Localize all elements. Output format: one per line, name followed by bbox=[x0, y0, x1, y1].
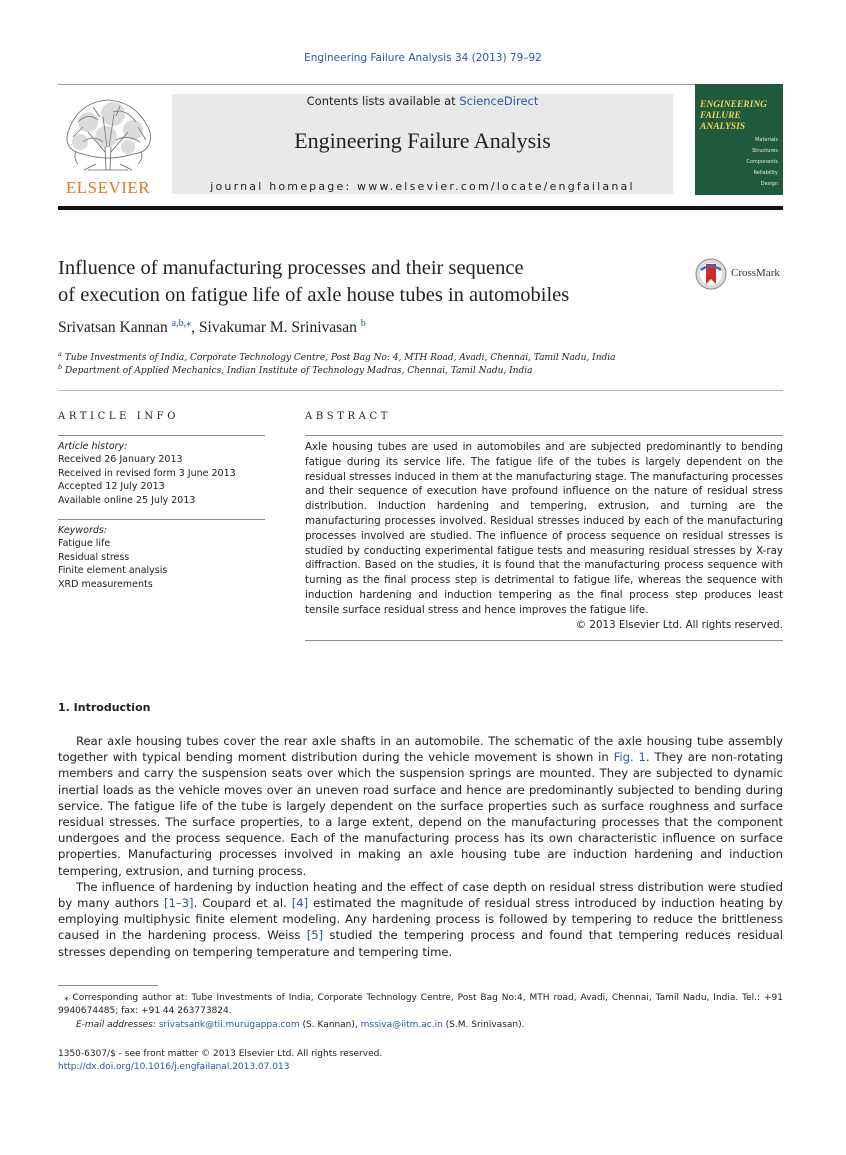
paper-title bbox=[58, 255, 688, 309]
doi-link[interactable]: http://dx.doi.org/10.1016/j.engfailanal.2013.07.013 bbox=[58, 1062, 290, 1072]
intro-body bbox=[58, 733, 783, 960]
corresponding-author-note bbox=[58, 992, 783, 1018]
article-info-heading: ARTICLE INFO bbox=[58, 411, 180, 422]
contents-prefix: Contents lists available at bbox=[306, 94, 460, 108]
cover-title-line: ANALYSIS bbox=[700, 122, 746, 132]
abstract-copyright: © 2013 Elsevier Ltd. All rights reserved. bbox=[575, 619, 783, 631]
citation-link[interactable]: [1–3] bbox=[163, 896, 194, 911]
history-heading: Article history: bbox=[58, 441, 128, 452]
cover-subject: Components bbox=[746, 159, 778, 165]
info-rule bbox=[58, 435, 265, 436]
keyword-item: XRD measurements bbox=[58, 578, 153, 590]
affiliation-text: Department of Applied Mechanics, Indian Institute of Technology Madras, Chennai, Tamil Nadu, India bbox=[65, 366, 533, 376]
figure-link[interactable]: Fig. 1 bbox=[613, 750, 646, 765]
journal-homepage[interactable]: journal homepage: www.elsevier.com/locate/engfailanal bbox=[210, 180, 635, 193]
corresponding-text: Corresponding author at: Tube Investments of India, Corporate Technology Centre, Post Bag No:4, MTH road, Avadi, Chennai, Tamil Nadu, India. Tel.: +91 9940674485; fax: +91 44 263773824. bbox=[58, 993, 783, 1016]
email-link[interactable]: mssiva@iitm.ac.in bbox=[360, 1020, 443, 1030]
keyword-item: Fatigue life bbox=[58, 538, 111, 550]
journal-title: Engineering Failure Analysis bbox=[294, 128, 551, 153]
history-item: Accepted 12 July 2013 bbox=[58, 481, 165, 493]
bottom-meta bbox=[58, 1048, 382, 1074]
cover-title-line: FAILURE bbox=[700, 111, 741, 121]
info-rule bbox=[58, 519, 265, 520]
issn-line: 1350-6307/$ - see front matter © 2013 Elsevier Ltd. All rights reserved. bbox=[58, 1049, 383, 1059]
footnote-star: ⁎ bbox=[64, 993, 69, 1003]
paragraph: The influence of hardening by induction heating and the effect of case depth on residual stress distribution were studied by many authors [1–3]. Coupard et al. [4] estimated the magnitude of residual stress introduced by induction heating by employing multiphysic finite element modeling. Any hardening process is followed by tempering to reduce the brittleness caused in the hardening process. Weiss [5] studied the tempering process and found that tempering reduces residual stresses depending on tempering temperature and tempering time. bbox=[58, 879, 784, 959]
cover-title bbox=[700, 100, 780, 133]
sciencedirect-link[interactable]: ScienceDirect bbox=[459, 94, 539, 108]
crossmark-badge[interactable] bbox=[695, 258, 785, 290]
citation-link[interactable]: [4] bbox=[291, 896, 309, 911]
author-name[interactable]: Sivakumar M. Srinivasan bbox=[198, 319, 357, 337]
email-note: E-mail addresses: srivatsank@tii.murugappa.com (S. Kannan), mssiva@iitm.ac.in (S.M. Srinivasan). bbox=[76, 1020, 525, 1030]
paper-title-line: of execution on fatigue life of axle house tubes in automobiles bbox=[58, 284, 570, 306]
keywords bbox=[58, 524, 167, 591]
author-separator: , bbox=[191, 319, 199, 337]
abstract-heading: ABSTRACT bbox=[305, 411, 391, 422]
footnote-rule bbox=[58, 985, 158, 986]
keywords-heading: Keywords: bbox=[58, 525, 108, 536]
history-item: Received 26 January 2013 bbox=[58, 454, 183, 466]
contents-line bbox=[172, 94, 673, 108]
history-item: Available online 25 July 2013 bbox=[58, 494, 196, 506]
keyword-item: Residual stress bbox=[58, 551, 130, 563]
article-history bbox=[58, 440, 236, 507]
paper-title-line: Influence of manufacturing processes and their sequence bbox=[58, 257, 524, 279]
header-thick-rule bbox=[58, 206, 783, 210]
publisher-wordmark: ELSEVIER bbox=[65, 178, 151, 197]
crossmark-icon bbox=[695, 258, 727, 290]
history-item: Received in revised form 3 June 2013 bbox=[58, 467, 236, 479]
cover-title-line: ENGINEERING bbox=[700, 100, 768, 110]
affiliation-mark: a bbox=[58, 350, 62, 358]
abstract-rule bbox=[305, 435, 783, 436]
author-name[interactable]: Srivatsan Kannan bbox=[58, 319, 168, 337]
cover-subject: Structures bbox=[752, 148, 778, 154]
affiliation bbox=[58, 363, 533, 376]
cover-subject: Reliability bbox=[753, 170, 778, 176]
affiliation-text: Tube Investments of India, Corporate Technology Centre, Post Bag No: 4, MTH Road, Avadi, Chennai, Tamil Nadu, India bbox=[64, 353, 616, 363]
affiliation-mark: b bbox=[58, 363, 63, 371]
citation-link[interactable]: [5] bbox=[306, 928, 324, 943]
keyword-item: Finite element analysis bbox=[58, 565, 168, 577]
author-affiliation-mark[interactable]: a,b,⁎ bbox=[171, 318, 192, 329]
abstract-rule bbox=[305, 640, 783, 641]
section-rule bbox=[58, 390, 783, 391]
cover-subject: Design bbox=[760, 181, 778, 187]
email-link[interactable]: srivatsank@tii.murugappa.com bbox=[158, 1020, 300, 1030]
email-label: E-mail addresses: bbox=[76, 1020, 159, 1030]
cover-subject: Materials bbox=[755, 137, 778, 143]
abstract-text: Axle housing tubes are used in automobiles and are subjected predominantly to bending fatigue during its service life. The fatigue life of the tubes is largely dependent on the residual stresses induced in them at the manufacturing stage. The manufacturing processes and their sequence of execution have profound influence on the nature of residual stress distribution. Induction hardening and tempering, extrusion, and turning are the manufacturing processes involved. Residual stresses induced by each of the manufacturing processes involved are studied. The influence of process sequence on residual stresses is studied by conducting experimental fatigue tests and measuring residual stresses by X-ray diffraction. Based on the studies, it is found that the manufacturing process sequence with turning as the final process step is detrimental to fatigue life, whereas the sequence with induction hardening and induction tempering as the final process step produces least tensile surface residual stress and hence improves the fatigue life. bbox=[305, 441, 783, 616]
journal-reference[interactable]: Engineering Failure Analysis 34 (2013) 79–92 bbox=[304, 52, 542, 64]
header-rule bbox=[58, 84, 783, 85]
affiliation bbox=[58, 350, 616, 363]
section-heading-introduction: 1. Introduction bbox=[58, 701, 151, 714]
paragraph: Rear axle housing tubes cover the rear axle shafts in an automobile. The schematic of the axle housing tube assembly together with typical bending moment distribution during the vehicle movement is shown in Fig. 1. They are non-rotating members and carry the suspension seats over which the suspension springs are mounted. They are subjected to dynamic inertial loads as the vehicle moves over an uneven road surface and hence are predominantly subjected to bending during service. The fatigue life of the tube is largely dependent on the surface properties such as surface roughness and surface residual stresses. The surface properties, to a large extent, depend on the manufacturing processes that the component undergoes and the process sequence. Each of the manufacturing process has its own characteristic influence on surface properties. Manufacturing processes involved in making an axle housing tube are induction hardening and induction tempering, extrusion, and turning process. bbox=[58, 734, 784, 878]
author-list bbox=[58, 318, 366, 337]
crossmark-label: CrossMark bbox=[731, 267, 780, 279]
author-affiliation-mark[interactable]: b bbox=[360, 318, 366, 329]
